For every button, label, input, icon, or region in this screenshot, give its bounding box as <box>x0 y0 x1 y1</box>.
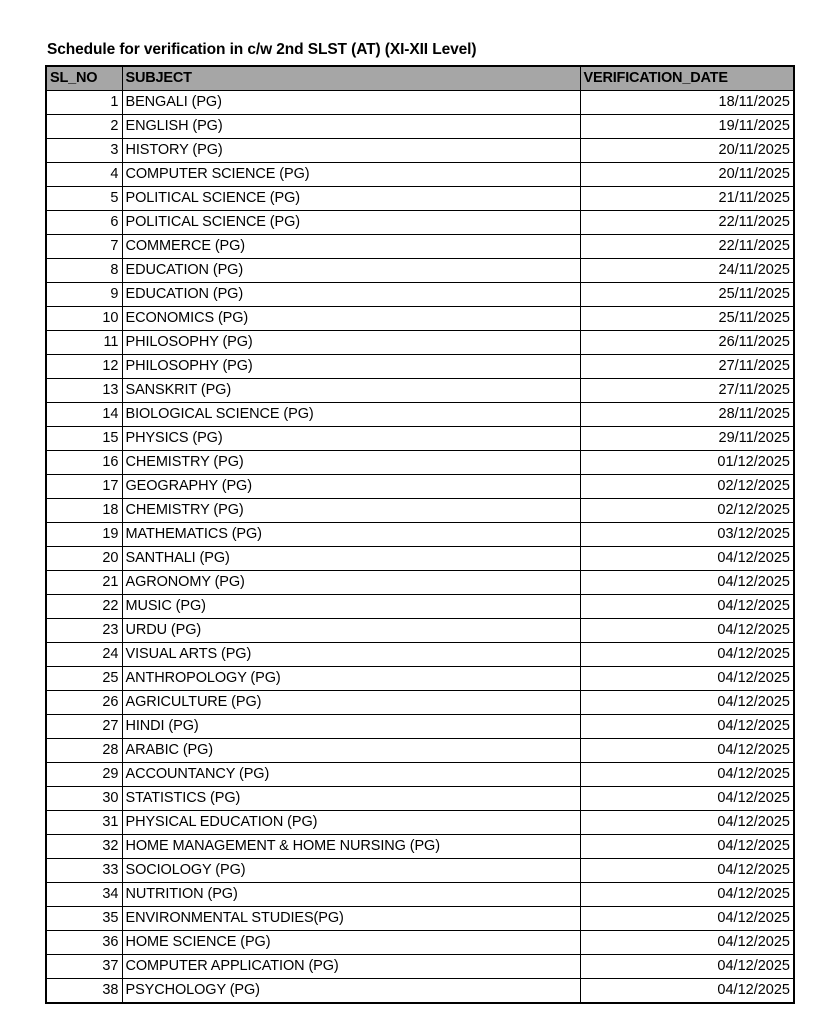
table-row <box>46 403 794 427</box>
cell-subject: HISTORY (PG) <box>122 139 580 163</box>
table-header-row <box>46 66 794 91</box>
cell-verification-date: 22/11/2025 <box>580 235 794 259</box>
cell-verification-date: 04/12/2025 <box>580 595 794 619</box>
table-row <box>46 451 794 475</box>
table-row <box>46 979 794 1004</box>
cell-sl-no: 27 <box>46 715 122 739</box>
verification-schedule-table <box>45 65 795 1004</box>
cell-subject: ARABIC (PG) <box>122 739 580 763</box>
cell-subject: COMPUTER APPLICATION (PG) <box>122 955 580 979</box>
cell-subject: HOME SCIENCE (PG) <box>122 931 580 955</box>
table-row <box>46 739 794 763</box>
cell-sl-no: 29 <box>46 763 122 787</box>
cell-sl-no: 24 <box>46 643 122 667</box>
cell-subject: ENGLISH (PG) <box>122 115 580 139</box>
table-body <box>46 91 794 1004</box>
table-row <box>46 835 794 859</box>
cell-sl-no: 2 <box>46 115 122 139</box>
cell-subject: CHEMISTRY (PG) <box>122 499 580 523</box>
cell-sl-no: 7 <box>46 235 122 259</box>
cell-sl-no: 28 <box>46 739 122 763</box>
cell-sl-no: 1 <box>46 91 122 115</box>
cell-sl-no: 9 <box>46 283 122 307</box>
cell-subject: GEOGRAPHY (PG) <box>122 475 580 499</box>
cell-verification-date: 02/12/2025 <box>580 499 794 523</box>
table-row <box>46 211 794 235</box>
cell-subject: BIOLOGICAL SCIENCE (PG) <box>122 403 580 427</box>
cell-verification-date: 28/11/2025 <box>580 403 794 427</box>
cell-verification-date: 04/12/2025 <box>580 835 794 859</box>
cell-sl-no: 34 <box>46 883 122 907</box>
cell-subject: VISUAL ARTS (PG) <box>122 643 580 667</box>
cell-sl-no: 8 <box>46 259 122 283</box>
column-header-subject: SUBJECT <box>122 66 580 91</box>
cell-verification-date: 04/12/2025 <box>580 931 794 955</box>
table-row <box>46 595 794 619</box>
cell-subject: SANSKRIT (PG) <box>122 379 580 403</box>
cell-subject: HINDI (PG) <box>122 715 580 739</box>
cell-sl-no: 21 <box>46 571 122 595</box>
cell-verification-date: 26/11/2025 <box>580 331 794 355</box>
cell-subject: MATHEMATICS (PG) <box>122 523 580 547</box>
cell-verification-date: 04/12/2025 <box>580 811 794 835</box>
cell-subject: POLITICAL SCIENCE (PG) <box>122 211 580 235</box>
cell-sl-no: 35 <box>46 907 122 931</box>
cell-sl-no: 32 <box>46 835 122 859</box>
cell-subject: HOME MANAGEMENT & HOME NURSING (PG) <box>122 835 580 859</box>
cell-subject: AGRONOMY (PG) <box>122 571 580 595</box>
cell-verification-date: 04/12/2025 <box>580 859 794 883</box>
cell-verification-date: 20/11/2025 <box>580 139 794 163</box>
table-row <box>46 787 794 811</box>
table-row <box>46 955 794 979</box>
cell-subject: CHEMISTRY (PG) <box>122 451 580 475</box>
cell-verification-date: 04/12/2025 <box>580 715 794 739</box>
cell-sl-no: 23 <box>46 619 122 643</box>
cell-sl-no: 16 <box>46 451 122 475</box>
schedule-table-container <box>45 65 793 1004</box>
cell-verification-date: 19/11/2025 <box>580 115 794 139</box>
table-row <box>46 259 794 283</box>
table-row <box>46 307 794 331</box>
cell-verification-date: 04/12/2025 <box>580 883 794 907</box>
cell-sl-no: 26 <box>46 691 122 715</box>
cell-verification-date: 04/12/2025 <box>580 979 794 1004</box>
cell-verification-date: 04/12/2025 <box>580 739 794 763</box>
cell-verification-date: 02/12/2025 <box>580 475 794 499</box>
cell-subject: COMPUTER SCIENCE (PG) <box>122 163 580 187</box>
cell-subject: BENGALI (PG) <box>122 91 580 115</box>
cell-subject: ANTHROPOLOGY (PG) <box>122 667 580 691</box>
cell-subject: COMMERCE (PG) <box>122 235 580 259</box>
cell-sl-no: 14 <box>46 403 122 427</box>
cell-subject: ENVIRONMENTAL STUDIES(PG) <box>122 907 580 931</box>
cell-verification-date: 24/11/2025 <box>580 259 794 283</box>
cell-subject: EDUCATION (PG) <box>122 259 580 283</box>
cell-verification-date: 04/12/2025 <box>580 643 794 667</box>
cell-verification-date: 04/12/2025 <box>580 691 794 715</box>
cell-sl-no: 17 <box>46 475 122 499</box>
table-row <box>46 379 794 403</box>
column-header-sl-no: SL_NO <box>46 66 122 91</box>
table-row <box>46 571 794 595</box>
cell-sl-no: 37 <box>46 955 122 979</box>
table-row <box>46 667 794 691</box>
cell-sl-no: 30 <box>46 787 122 811</box>
table-row <box>46 811 794 835</box>
cell-verification-date: 04/12/2025 <box>580 667 794 691</box>
column-header-verification-date: VERIFICATION_DATE <box>580 66 794 91</box>
cell-sl-no: 3 <box>46 139 122 163</box>
cell-subject: EDUCATION (PG) <box>122 283 580 307</box>
cell-subject: SANTHALI (PG) <box>122 547 580 571</box>
table-row <box>46 547 794 571</box>
cell-subject: STATISTICS (PG) <box>122 787 580 811</box>
cell-subject: MUSIC (PG) <box>122 595 580 619</box>
table-row <box>46 163 794 187</box>
table-row <box>46 283 794 307</box>
cell-verification-date: 21/11/2025 <box>580 187 794 211</box>
cell-subject: URDU (PG) <box>122 619 580 643</box>
cell-verification-date: 18/11/2025 <box>580 91 794 115</box>
table-row <box>46 907 794 931</box>
cell-verification-date: 29/11/2025 <box>580 427 794 451</box>
table-row <box>46 715 794 739</box>
table-row <box>46 115 794 139</box>
cell-subject: PHILOSOPHY (PG) <box>122 331 580 355</box>
cell-subject: PHYSICAL EDUCATION (PG) <box>122 811 580 835</box>
table-row <box>46 235 794 259</box>
cell-verification-date: 04/12/2025 <box>580 571 794 595</box>
cell-verification-date: 03/12/2025 <box>580 523 794 547</box>
page-title: Schedule for verification in c/w 2nd SLST (AT) (XI-XII Level) <box>47 41 477 58</box>
cell-sl-no: 38 <box>46 979 122 1004</box>
table-row <box>46 619 794 643</box>
cell-subject: ECONOMICS (PG) <box>122 307 580 331</box>
cell-verification-date: 27/11/2025 <box>580 355 794 379</box>
cell-sl-no: 36 <box>46 931 122 955</box>
cell-subject: PSYCHOLOGY (PG) <box>122 979 580 1004</box>
cell-verification-date: 04/12/2025 <box>580 955 794 979</box>
cell-verification-date: 25/11/2025 <box>580 283 794 307</box>
table-row <box>46 931 794 955</box>
table-row <box>46 475 794 499</box>
cell-sl-no: 5 <box>46 187 122 211</box>
table-row <box>46 91 794 115</box>
cell-sl-no: 22 <box>46 595 122 619</box>
table-header <box>46 66 794 91</box>
cell-subject: ACCOUNTANCY (PG) <box>122 763 580 787</box>
table-row <box>46 187 794 211</box>
cell-subject: POLITICAL SCIENCE (PG) <box>122 187 580 211</box>
table-row <box>46 523 794 547</box>
cell-verification-date: 20/11/2025 <box>580 163 794 187</box>
cell-sl-no: 12 <box>46 355 122 379</box>
table-row <box>46 859 794 883</box>
table-row <box>46 883 794 907</box>
cell-sl-no: 4 <box>46 163 122 187</box>
cell-sl-no: 15 <box>46 427 122 451</box>
cell-sl-no: 20 <box>46 547 122 571</box>
table-row <box>46 427 794 451</box>
cell-verification-date: 22/11/2025 <box>580 211 794 235</box>
cell-sl-no: 25 <box>46 667 122 691</box>
cell-subject: SOCIOLOGY (PG) <box>122 859 580 883</box>
cell-sl-no: 18 <box>46 499 122 523</box>
table-row <box>46 499 794 523</box>
table-row <box>46 691 794 715</box>
cell-subject: PHYSICS (PG) <box>122 427 580 451</box>
cell-verification-date: 27/11/2025 <box>580 379 794 403</box>
table-row <box>46 355 794 379</box>
cell-subject: NUTRITION (PG) <box>122 883 580 907</box>
cell-sl-no: 19 <box>46 523 122 547</box>
cell-verification-date: 04/12/2025 <box>580 547 794 571</box>
cell-sl-no: 13 <box>46 379 122 403</box>
cell-verification-date: 25/11/2025 <box>580 307 794 331</box>
cell-verification-date: 01/12/2025 <box>580 451 794 475</box>
cell-sl-no: 31 <box>46 811 122 835</box>
table-row <box>46 139 794 163</box>
cell-sl-no: 6 <box>46 211 122 235</box>
table-row <box>46 331 794 355</box>
table-row <box>46 643 794 667</box>
cell-subject: AGRICULTURE (PG) <box>122 691 580 715</box>
cell-verification-date: 04/12/2025 <box>580 619 794 643</box>
cell-sl-no: 11 <box>46 331 122 355</box>
cell-sl-no: 10 <box>46 307 122 331</box>
cell-verification-date: 04/12/2025 <box>580 907 794 931</box>
cell-verification-date: 04/12/2025 <box>580 763 794 787</box>
table-row <box>46 763 794 787</box>
cell-verification-date: 04/12/2025 <box>580 787 794 811</box>
cell-subject: PHILOSOPHY (PG) <box>122 355 580 379</box>
cell-sl-no: 33 <box>46 859 122 883</box>
